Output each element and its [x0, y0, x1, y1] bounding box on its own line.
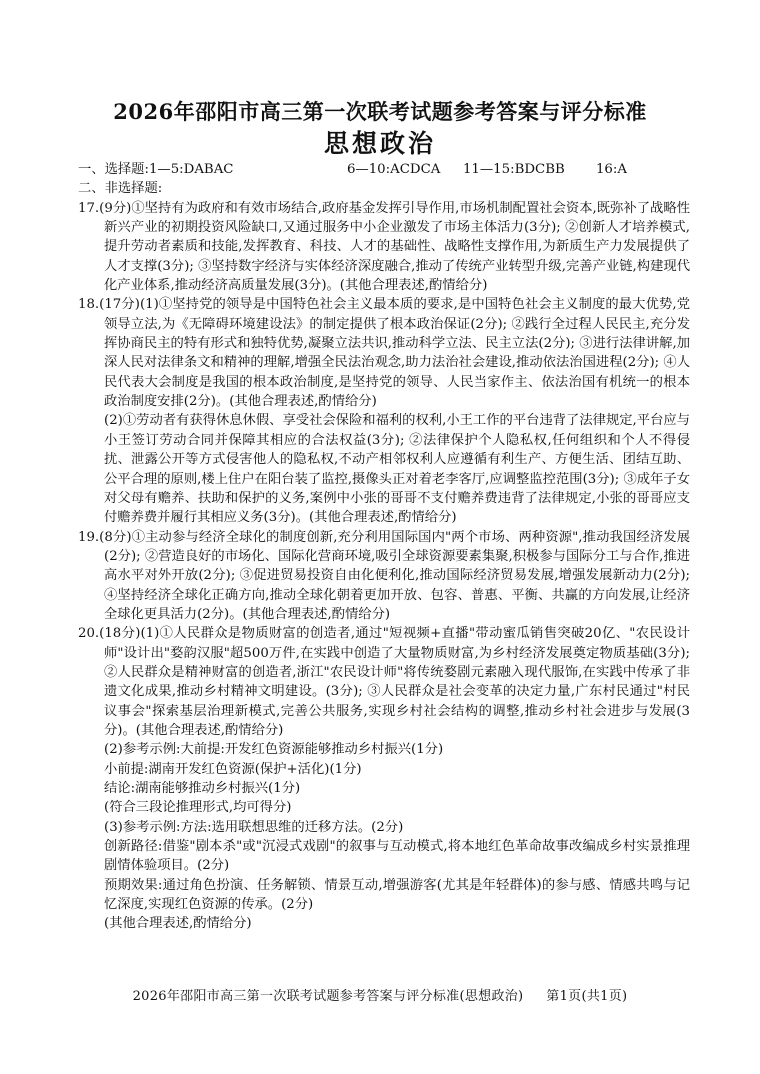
answer-q20-part3-method: (3)参考示例:方法:选用联想思维的迁移方法。(2分) [104, 819, 404, 835]
answer-q20-part2-minor: 小前提:湖南开发红色资源(保护+活化)(1分) [104, 761, 362, 777]
answer-q19: 19.(8分)①主动参与经济全球化的制度创新,充分利用国际国内"两个市场、两种资源",推动我国经济发展(2分); ②营造良好的市场化、国际化营商环境,吸引全球资源要素集聚,积极参与国际分工与合作,推进高水平对外开放(2分); ③促进贸易投资自由化便利化,推动国际经济贸易发展,增强发展新动力(2分); ④坚持经济全球化正确方向,推动全球化朝着更加开放、包容、普惠、平衡、共赢的方向发展,让经济全球化更具活力(2分)。(其他合理表述,酌情给分) [78, 529, 690, 622]
answer-q17: 17.(9分)①坚持有为政府和有效市场结合,政府基金发挥引导作用,市场机制配置社会资本,既弥补了战略性新兴产业的初期投资风险缺口,又通过服务中小企业激发了市场主体活力(3分); ②创新人才培养模式,提升劳动者素质和技能,发挥教育、科技、人才的基础性、战略性支撑作用,为新质生产力发展提供了人才支撑(3分); ③坚持数字经济与实体经济深度融合,推动了传统产业转型升级,完善产业链,构建现代化产业体系,推动经济高质量发展(3分)。(其他合理表述,酌情给分) [78, 200, 690, 294]
document-title: 2026年邵阳市高三第一次联考试题参考答案与评分标准 [113, 99, 647, 124]
choice-heading: 一、选择题: [78, 162, 149, 177]
answer-q20-part3-path: 创新路径:借鉴"剧本杀"或"沉浸式戏剧"的叙事与互动模式,将本地红色革命故事改编成乡村实景推理剧情体验项目。(2分) [104, 839, 690, 874]
answer-q18-part1: 18.(17分)(1)①坚持党的领导是中国特色社会主义最本质的要求,是中国特色社会主义制度的最大优势,党领导立法,为《无障碍环境建设法》的制定提供了根本政治保证(2分); ②践行全过程人民民主,充分发挥协商民主的特有形式和独特优势,凝聚立法共识,推动科学立法、民主立法(2分); ③进行法律讲解,加深人民对法律条文和精神的理解,增强全民法治观念,助力法治社会建设,推动依法治国进程(2分); ④人民代表大会制度是我国的根本政治制度,是坚持党的领导、人民当家作主、依法治国有机统一的根本政治制度安排(2分)。(其他合理表述,酌情给分) [78, 297, 690, 410]
answer-q20-part3-effect: 预期效果:通过角色扮演、任务解锁、情景互动,增强游客(尤其是年轻群体)的参与感、情感共鸣与记忆深度,实现红色资源的传承。(2分) [104, 877, 690, 913]
choice-group-2: 6—10:ACDCA [346, 162, 441, 177]
choice-answers [78, 160, 690, 179]
choice-group-3: 11—15:BDCBB [462, 162, 565, 177]
answer-q20-part3-note: (其他合理表述,酌情给分) [104, 916, 252, 932]
footer-doc-title: 2026年邵阳市高三第一次联考试题参考答案与评分标准(思想政治) [132, 989, 524, 1004]
answer-body [78, 160, 690, 934]
answer-q20-part2-note: (符合三段论推理形式,均可得分) [104, 800, 292, 816]
footer-page-info: 第1页(共1页) [546, 989, 628, 1004]
choice-group-1: 1—5:DABAC [148, 162, 234, 177]
choice-group-4: 16:A [595, 162, 627, 177]
nonchoice-heading: 二、非选择题: [78, 181, 163, 197]
subject-title: 思想政治 [323, 129, 436, 158]
answer-q20-part2-major: (2)参考示例:大前提:开发红色资源能够推动乡村振兴(1分) [104, 742, 444, 758]
answer-q18-part2: (2)①劳动者有获得休息休假、享受社会保险和福利的权利,小王工作的平台违背了法律规定,平台应与小王签订劳动合同并保障其相应的合法权益(3分); ②法律保护个人隐私权,任何组织和个人不得侵扰、泄露公开等方式侵害他人的隐私权,不动产相邻权利人应遵循有利生产、方便生活、团结互助、公平合理的原则,楼上住户在阳台装了监控,摄像头正对着老李客厅,应调整监控范围(3分); ③成年子女对父母有赡养、扶助和保护的义务,案例中小张的哥哥不支付赡养费违背了法律规定,小张的哥哥应支付赡养费并履行其相应义务(3分)。(其他合理表述,酌情给分) [104, 413, 690, 526]
page-footer [0, 985, 760, 1004]
answer-q20-part1: 20.(18分)(1)①人民群众是物质财富的创造者,通过"短视频+直播"带动蜜瓜销售突破20亿、"农民设计师"设计出"婺韵汉服"超500万件,在实践中创造了大量物质财富,为乡村经济发展奠定物质基础(3分); ②人民群众是精神财富的创造者,浙江"农民设计师"将传统婺剧元素融入现代服饰,在实践中传承了非遗文化成果,推动乡村精神文明建设。(3分); ③人民群众是社会变革的决定力量,广东村民通过"村民议事会"探索基层治理新模式,完善公共服务,实现乡村社会结构的调整,推动乡村社会进步与发展(3分)。(其他合理表述,酌情给分) [78, 626, 690, 738]
answer-q20-part2-conclusion: 结论:湖南能够推动乡村振兴(1分) [104, 781, 301, 796]
